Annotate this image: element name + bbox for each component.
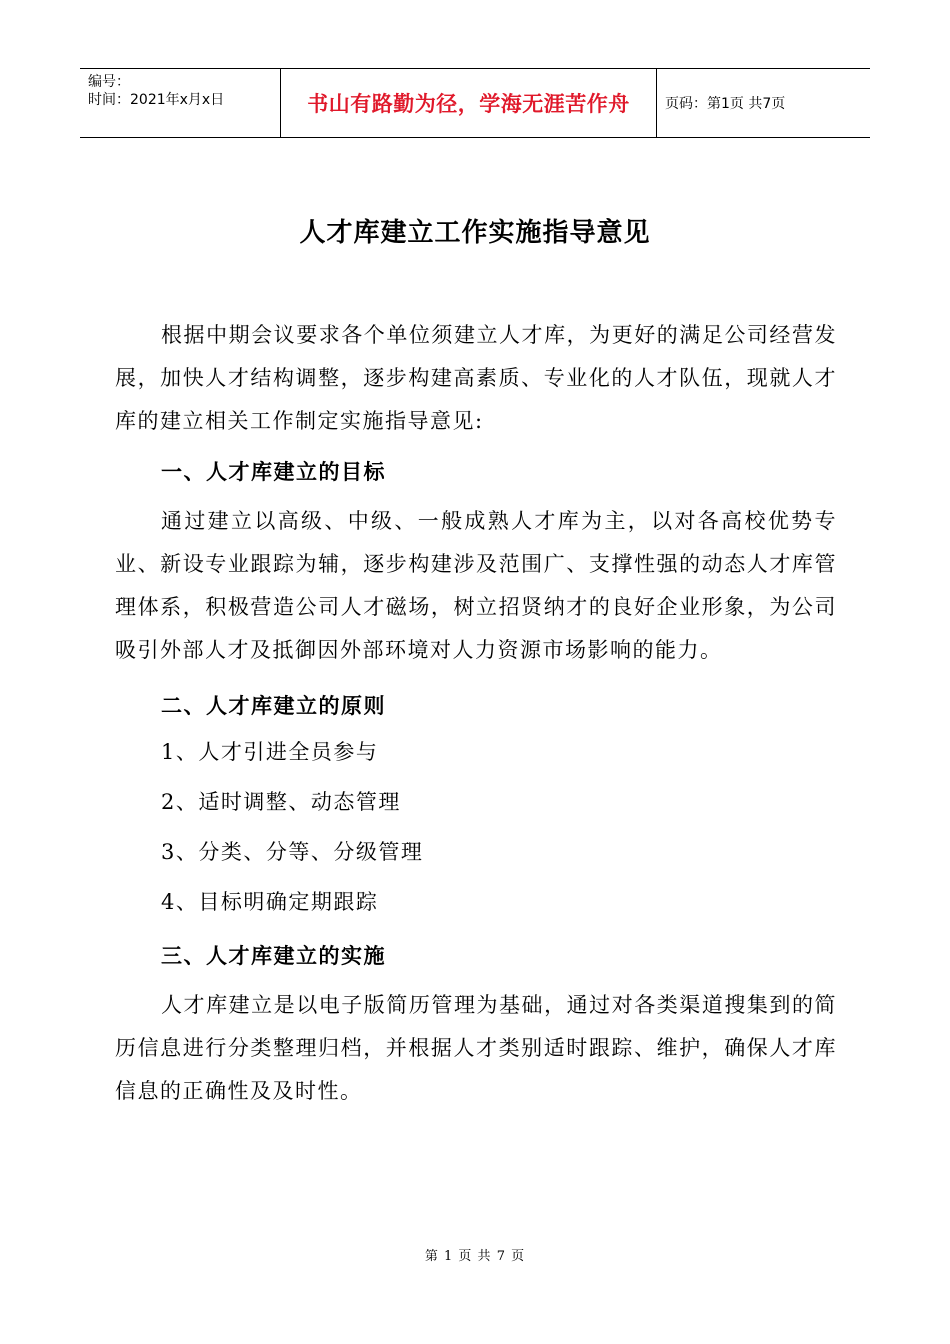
list-item: 4、目标明确定期跟踪 [161, 890, 379, 914]
page-info-cell [657, 69, 870, 137]
document-title: 人才库建立工作实施指导意见 [299, 218, 651, 248]
list-item: 2、适时调整、动态管理 [161, 790, 401, 814]
motto-cell [281, 69, 657, 137]
header-meta-cell [80, 69, 281, 137]
page-info-text: 页码：第1页 共7页 [665, 96, 786, 112]
section-heading-principles: 二、人才库建立的原则 [161, 693, 386, 718]
time-label: 时间：2021年x月x日 [88, 92, 225, 108]
section-heading-goals: 一、人才库建立的目标 [161, 459, 386, 484]
number-label: 编号： [88, 74, 130, 90]
header-table [80, 68, 870, 138]
list-item: 3、分类、分等、分级管理 [161, 840, 424, 864]
intro-paragraph: 根据中期会议要求各个单位须建立人才库，为更好的满足公司经营发展，加快人才结构调整，逐步构建高素质、专业化的人才队伍，现就人才库的建立相关工作制定实施指导意见: [115, 323, 837, 433]
section-heading-implementation: 三、人才库建立的实施 [161, 943, 386, 968]
document-body [115, 314, 837, 1113]
page-footer: 第 1 页 共 7 页 [424, 1249, 526, 1264]
section-body-goals: 通过建立以高级、中级、一般成熟人才库为主，以对各高校优势专业、新设专业跟踪为辅，逐步构建涉及范围广、支撑性强的动态人才库管理体系，积极营造公司人才磁场，树立招贤纳才的良好企业形象，为公司吸引外部人才及抵御因外部环境对人力资源市场影响的能力。 [115, 509, 837, 662]
list-item: 1、人才引进全员参与 [161, 740, 379, 764]
motto-text: 书山有路勤为径，学海无涯苦作舟 [307, 91, 630, 116]
section-body-implementation: 人才库建立是以电子版简历管理为基础，通过对各类渠道搜集到的简历信息进行分类整理归档，并根据人才类别适时跟踪、维护，确保人才库信息的正确性及及时性。 [115, 993, 837, 1103]
